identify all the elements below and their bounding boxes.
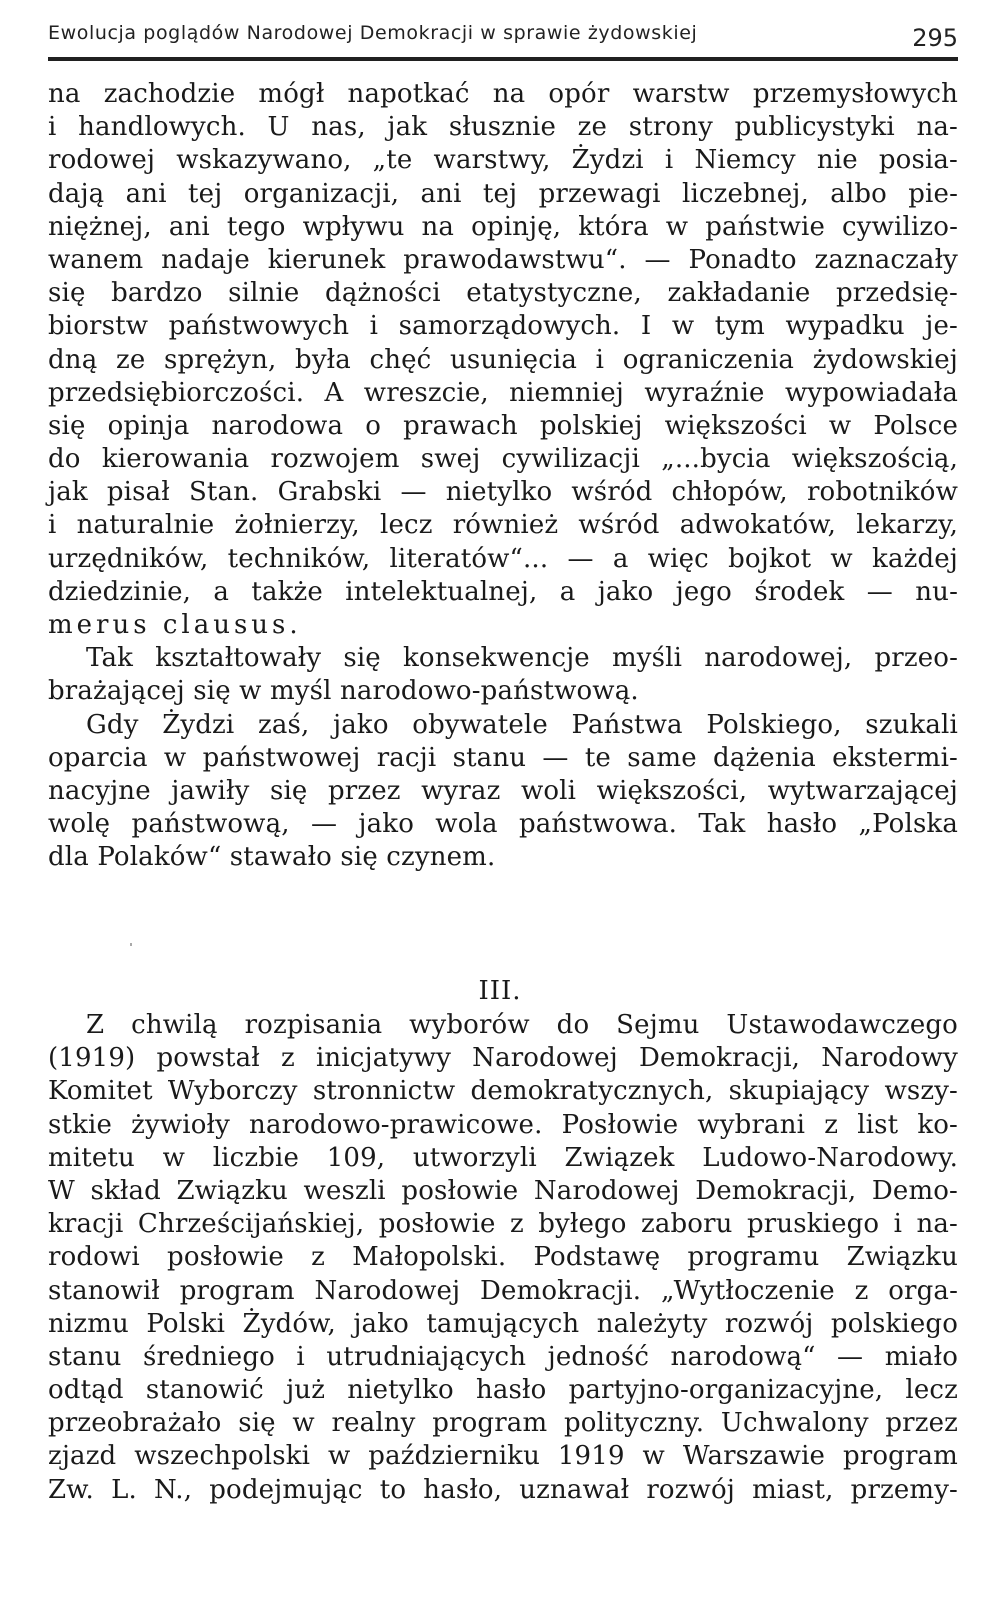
print-speck xyxy=(130,943,132,946)
text-line: Zw. L. N., podejmując to hasło, uznawał rozwój miast, przemy- xyxy=(48,1474,958,1505)
text-line: odtąd stanowić już nietylko hasło partyjno-organizacyjne, lecz xyxy=(48,1375,958,1406)
text-line: rodowej wskazywano, „te warstwy, Żydzi i Niemcy nie posia- xyxy=(48,145,958,176)
text-line: na zachodzie mógł napotkać na opór warstw przemysłowych xyxy=(48,79,958,109)
header-rule xyxy=(48,57,958,61)
text-line: jak pisał Stan. Grabski — nietylko wśród chłopów, robotników xyxy=(48,477,958,508)
text-line: do kierowania rozwojem swej cywilizacji „...bycia większością, xyxy=(48,444,958,475)
text-line: (1919) powstał z inicjatywy Narodowej Demokracji, Narodowy xyxy=(48,1043,958,1074)
page-number: 295 xyxy=(912,24,958,52)
text-line: Tak kształtowały się konsekwencje myśli narodowej, przeo- xyxy=(86,643,958,674)
text-line: nizmu Polski Żydów, jako tamujących należyty rozwój polskiego xyxy=(48,1308,958,1339)
text-line: się bardzo silnie dążności etatystyczne, zakładanie przedsię- xyxy=(48,278,958,309)
text-block-bottom xyxy=(48,1009,958,1507)
text-line: Z chwilą rozpisania wyborów do Sejmu Ustawodawczego xyxy=(86,1010,958,1040)
text-line: kracji Chrześcijańskiej, posłowie z byłego zaboru pruskiego i na- xyxy=(48,1209,958,1240)
text-line: urzędników, techników, literatów“... — a więc bojkot w każdej xyxy=(48,543,958,574)
running-title: Ewolucja poglądów Narodowej Demokracji w sprawie żydowskiej xyxy=(48,22,698,44)
text-line: dają ani tej organizacji, ani tej przewagi liczebnej, albo pie- xyxy=(48,178,958,209)
text-line: wolę państwową, — jako wola państwowa. Tak hasło „Polska xyxy=(48,809,958,840)
text-line: oparcia w państwowej racji stanu — te same dążenia ekstermi- xyxy=(48,742,958,773)
section-heading: III. xyxy=(478,976,522,1006)
text-line: Gdy Żydzi zaś, jako obywatele Państwa Polskiego, szukali xyxy=(86,709,958,740)
page-header xyxy=(48,18,958,54)
text-line: stanowił program Narodowej Demokracji. „Wytłoczenie z orga- xyxy=(48,1275,958,1306)
text-line: dziedzinie, a także intelektualnej, a jako jego środek — nu- xyxy=(48,576,958,607)
text-line: merus clausus. xyxy=(48,610,302,640)
text-line: dla Polaków“ stawało się czynem. xyxy=(48,842,496,873)
text-line: się opinja narodowa o prawach polskiej większości w Polsce xyxy=(48,410,958,441)
text-line: niężnej, ani tego wpływu na opinję, która w państwie cywilizo- xyxy=(48,211,958,242)
text-line: Komitet Wyborczy stronnictw demokratycznych, skupiający wszy- xyxy=(48,1076,958,1107)
text-line: mitetu w liczbie 109, utworzyli Związek Ludowo-Narodowy. xyxy=(48,1142,958,1173)
text-line: i handlowych. U nas, jak słusznie ze strony publicystyki na- xyxy=(48,112,958,143)
text-line: nacyjne jawiły się przez wyraz woli większości, wytwarzającej xyxy=(48,775,958,806)
text-line: W skład Związku weszli posłowie Narodowej Demokracji, Demo- xyxy=(48,1175,958,1206)
text-line: dną ze sprężyn, była chęć usunięcia i ograniczenia żydowskiej xyxy=(48,344,958,375)
text-line: stkie żywioły narodowo-prawicowe. Posłowie wybrani z list ko- xyxy=(48,1109,958,1140)
text-line: stanu średniego i utrudniających jedność narodową“ — miało xyxy=(48,1341,958,1372)
text-line: rodowi posłowie z Małopolski. Podstawę programu Związku xyxy=(48,1242,958,1273)
text-line: i naturalnie żołnierzy, lecz również wśród adwokatów, lekarzy, xyxy=(48,510,958,541)
text-line: zjazd wszechpolski w październiku 1919 w Warszawie program xyxy=(48,1441,958,1472)
text-line: brażającej się w myśl narodowo-państwową. xyxy=(48,676,639,707)
text-block-top xyxy=(48,78,958,875)
text-line: biorstw państwowych i samorządowych. I w tym wypadku je- xyxy=(48,311,958,342)
text-line: przeobrażało się w realny program polityczny. Uchwalony przez xyxy=(48,1408,958,1439)
text-line: wanem nadaje kierunek prawodawstwu“. — Ponadto zaznaczały xyxy=(48,244,958,275)
text-line: przedsiębiorczości. A wreszcie, niemniej wyraźnie wypowiadała xyxy=(48,377,958,408)
